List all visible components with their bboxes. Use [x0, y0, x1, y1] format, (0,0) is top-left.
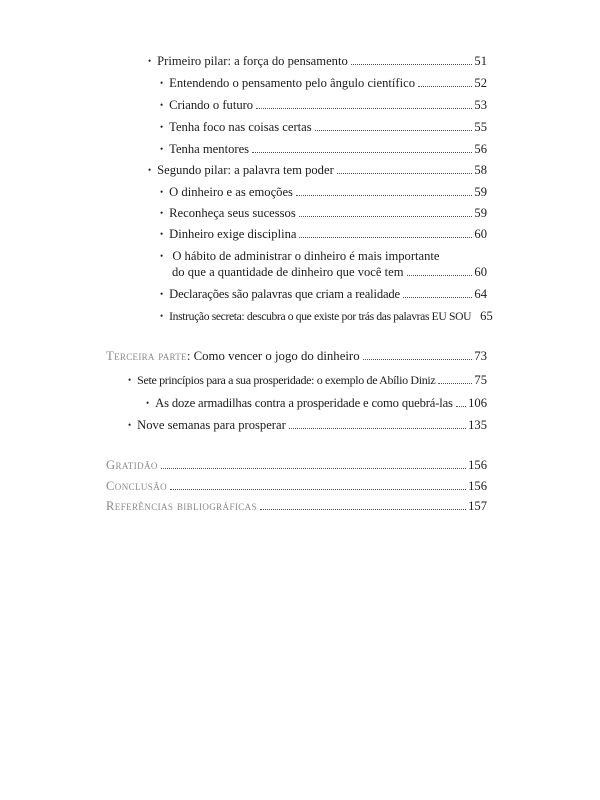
dot-leader [337, 173, 473, 174]
dot-leader [418, 86, 472, 87]
toc-entry-label [106, 348, 360, 364]
toc-entry-part-3-item-2[interactable] [128, 417, 487, 434]
toc-page-number: 60 [474, 227, 487, 241]
toc-entry-p1-item-3[interactable] [160, 119, 487, 136]
toc-entry-references[interactable] [106, 498, 487, 514]
toc-entry-label: Tenha mentores [169, 142, 250, 156]
part-title: : Como vencer o jogo do dinheiro [186, 349, 360, 363]
bullet: • [148, 56, 152, 66]
toc-page-number: 52 [474, 76, 487, 90]
toc-entry-label: O hábito de administrar o dinheiro é mais importante [172, 249, 440, 263]
toc-page-number: 56 [474, 142, 487, 156]
dot-leader [299, 237, 472, 238]
bullet: • [160, 251, 164, 261]
dot-leader [170, 489, 466, 490]
toc-page-number: 60 [474, 265, 487, 279]
bullet: • [160, 144, 164, 154]
toc-entry-p2-item-4-line-2[interactable] [172, 264, 487, 280]
toc-entry-label: Tenha foco nas coisas certas [169, 120, 312, 134]
dot-leader [363, 359, 473, 360]
toc-entry-pillar-1[interactable] [148, 53, 487, 70]
toc-entry-label: Primeiro pilar: a força do pensamento [157, 54, 348, 68]
toc-entry-p1-item-1[interactable] [160, 75, 487, 92]
dot-leader [289, 428, 466, 429]
bullet: • [128, 420, 132, 430]
toc-page-number: 73 [474, 349, 487, 363]
bullet: • [160, 311, 164, 321]
toc-entry-label: O dinheiro e as emoções [169, 185, 293, 199]
dot-leader [299, 216, 473, 217]
dot-leader [315, 130, 473, 131]
bullet: • [148, 165, 152, 175]
toc-entry-label: Entendendo o pensamento pelo ângulo científico [169, 76, 416, 90]
toc-page-number: 65 [480, 309, 493, 323]
toc-entry-p2-item-1[interactable] [160, 184, 487, 201]
toc-entry-part-3[interactable] [106, 348, 487, 364]
toc-page-number: 55 [474, 120, 487, 134]
toc-page-number: 59 [474, 206, 487, 220]
toc-entry-label: Referências bibliográficas [106, 499, 257, 513]
toc-entry-gratitude[interactable] [106, 457, 487, 473]
toc-entry-pillar-2[interactable] [148, 162, 487, 179]
dot-leader [407, 275, 473, 276]
bullet: • [160, 187, 164, 197]
toc-entry-label: Gratidão [106, 458, 158, 472]
bullet: • [160, 208, 164, 218]
toc-entry-label: Sete princípios para a sua prosperidade: o exemplo de Abílio Diniz [137, 373, 436, 387]
toc-entry-part-3-item-1[interactable] [128, 372, 487, 389]
dot-leader [456, 406, 466, 407]
toc-page-number: 58 [474, 163, 487, 177]
toc-entry-p1-item-4[interactable] [160, 141, 487, 158]
toc-page-number: 156 [468, 458, 487, 472]
toc-entry-label: Conclusão [106, 479, 168, 493]
toc-entry-p2-item-5[interactable] [160, 286, 487, 303]
toc-entry-label: Reconheça seus sucessos [169, 206, 296, 220]
toc-entry-label: As doze armadilhas contra a prosperidade e como quebrá-las [155, 396, 453, 410]
toc-page-number: 156 [468, 479, 487, 493]
toc-page-number: 64 [474, 287, 487, 301]
bullet: • [160, 78, 164, 88]
dot-leader [256, 108, 472, 109]
toc-entry-p2-item-4-line-1[interactable] [160, 248, 440, 265]
toc-entry-p2-item-6[interactable] [160, 308, 493, 325]
dot-leader [351, 64, 473, 65]
toc-entry-p1-item-2[interactable] [160, 97, 487, 114]
bullet: • [128, 375, 132, 385]
toc-entry-label: Nove semanas para prosperar [137, 418, 286, 432]
toc-entry-label: Criando o futuro [169, 98, 254, 112]
toc-page-number: 59 [474, 185, 487, 199]
dot-leader [260, 509, 466, 510]
dot-leader [161, 468, 466, 469]
toc-page-number: 135 [468, 418, 487, 432]
toc-page-number: 51 [474, 54, 487, 68]
toc-entry-label-continued: do que a quantidade de dinheiro que você tem [172, 265, 404, 279]
part-prefix: Terceira parte [106, 349, 187, 363]
toc-page-number: 75 [474, 373, 487, 387]
bullet: • [160, 100, 164, 110]
toc-entry-label: Declarações são palavras que criam a realidade [169, 287, 401, 301]
toc-page-number: 157 [468, 499, 487, 513]
toc-entry-p2-item-2[interactable] [160, 205, 487, 222]
toc-entry-conclusion[interactable] [106, 478, 487, 494]
bullet: • [160, 289, 164, 299]
toc-entry-label: Instrução secreta: descubra o que existe por trás das palavras EU SOU [169, 310, 472, 323]
toc-entry-label: Segundo pilar: a palavra tem poder [157, 163, 334, 177]
toc-entry-label: Dinheiro exige disciplina [169, 227, 297, 241]
bullet: • [146, 398, 150, 408]
toc-entry-part-3-subitem-1[interactable] [146, 395, 487, 412]
toc-page-number: 106 [468, 396, 487, 410]
dot-leader [252, 152, 472, 153]
dot-leader [296, 195, 472, 196]
dot-leader [438, 383, 472, 384]
bullet: • [160, 229, 164, 239]
dot-leader [403, 297, 472, 298]
toc-page-number: 53 [474, 98, 487, 112]
bullet: • [160, 122, 164, 132]
toc-entry-p2-item-3[interactable] [160, 226, 487, 243]
